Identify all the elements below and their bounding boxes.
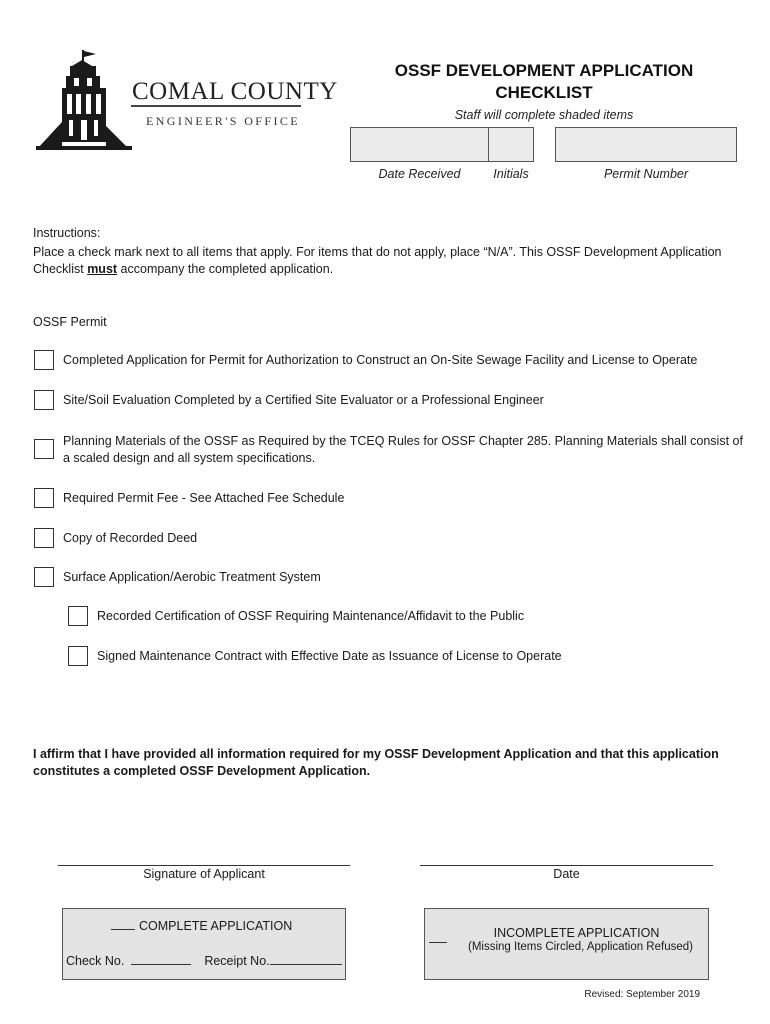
item-recorded-deed: Copy of Recorded Deed — [63, 531, 198, 545]
incomplete-check-blank[interactable] — [429, 942, 447, 943]
revision-date: Revised: September 2019 — [584, 989, 700, 1000]
checkbox-site-soil-evaluation[interactable] — [34, 390, 54, 410]
staff-note: Staff will complete shaded items — [454, 108, 634, 122]
item-site-soil-evaluation: Site/Soil Evaluation Completed by a Certified Site Evaluator or a Professional Engineer — [63, 393, 544, 407]
complete-payment-row — [66, 953, 342, 968]
item-surface-application: Surface Application/Aerobic Treatment System — [63, 570, 321, 584]
subitem-recorded-certification: Recorded Certification of OSSF Requiring Maintenance/Affidavit to the Public — [97, 609, 525, 623]
date-signature-label: Date — [553, 867, 580, 881]
complete-application-panel — [62, 908, 346, 980]
initials-field[interactable] — [488, 127, 534, 162]
subitem-maintenance-contract: Signed Maintenance Contract with Effective Date as Issuance of License to Operate — [97, 649, 562, 663]
checkbox-completed-application[interactable] — [34, 350, 54, 370]
complete-check-blank[interactable] — [111, 918, 135, 930]
check-number-field[interactable] — [131, 953, 191, 965]
date-signature-line[interactable] — [420, 865, 713, 866]
checkbox-permit-fee[interactable] — [34, 488, 54, 508]
item-completed-application: Completed Application for Permit for Authorization to Construct an On-Site Sewage Facility and License to Operate — [63, 353, 698, 367]
instructions-text-before: Place a check mark next to all items that apply. For items that do not apply, place “N/A”. This OSSF Development Application Checklist — [33, 245, 722, 276]
complete-application-title: COMPLETE APPLICATION — [139, 919, 293, 933]
checkbox-recorded-certification[interactable] — [68, 606, 88, 626]
instructions-text-after: accompany the completed application. — [117, 262, 334, 276]
date-received-label: Date Received — [378, 167, 461, 181]
incomplete-application-panel — [424, 908, 709, 980]
page-title: OSSF DEVELOPMENT APPLICATION CHECKLIST — [394, 61, 694, 102]
initials-label: Initials — [493, 167, 529, 181]
checkbox-maintenance-contract[interactable] — [68, 646, 88, 666]
permit-number-label: Permit Number — [603, 167, 689, 181]
item-permit-fee: Required Permit Fee - See Attached Fee Schedule — [63, 491, 345, 505]
incomplete-application-note: (Missing Items Circled, Application Refused) — [468, 941, 693, 953]
instructions-emphasis: must — [87, 262, 118, 276]
incomplete-application-title: INCOMPLETE APPLICATION — [493, 926, 660, 940]
applicant-signature-line[interactable] — [58, 865, 350, 866]
applicant-signature-label: Signature of Applicant — [143, 867, 265, 881]
affirmation-statement: I affirm that I have provided all information required for my OSSF Development Application and that this application constitutes a completed OSSF Development Application. — [33, 747, 719, 778]
complete-application-row — [111, 918, 292, 933]
permit-number-field[interactable] — [555, 127, 737, 162]
logo-county-name: COMAL COUNTY — [132, 78, 338, 105]
checkbox-recorded-deed[interactable] — [34, 528, 54, 548]
date-received-field[interactable] — [350, 127, 489, 162]
check-number-label: Check No. — [66, 954, 125, 968]
instructions-heading: Instructions: — [33, 226, 101, 240]
instructions-text — [33, 244, 743, 278]
receipt-number-label: Receipt No. — [204, 954, 270, 968]
section-title: OSSF Permit — [33, 315, 107, 329]
receipt-number-field[interactable] — [270, 953, 342, 965]
logo-office-name: ENGINEER'S OFFICE — [146, 114, 300, 128]
logo-divider — [131, 105, 301, 107]
checkbox-planning-materials[interactable] — [34, 439, 54, 459]
item-planning-materials: Planning Materials of the OSSF as Required by the TCEQ Rules for OSSF Chapter 285. Planning Materials shall consist of a scaled design and all system specifications. — [63, 434, 743, 465]
checkbox-surface-application[interactable] — [34, 567, 54, 587]
